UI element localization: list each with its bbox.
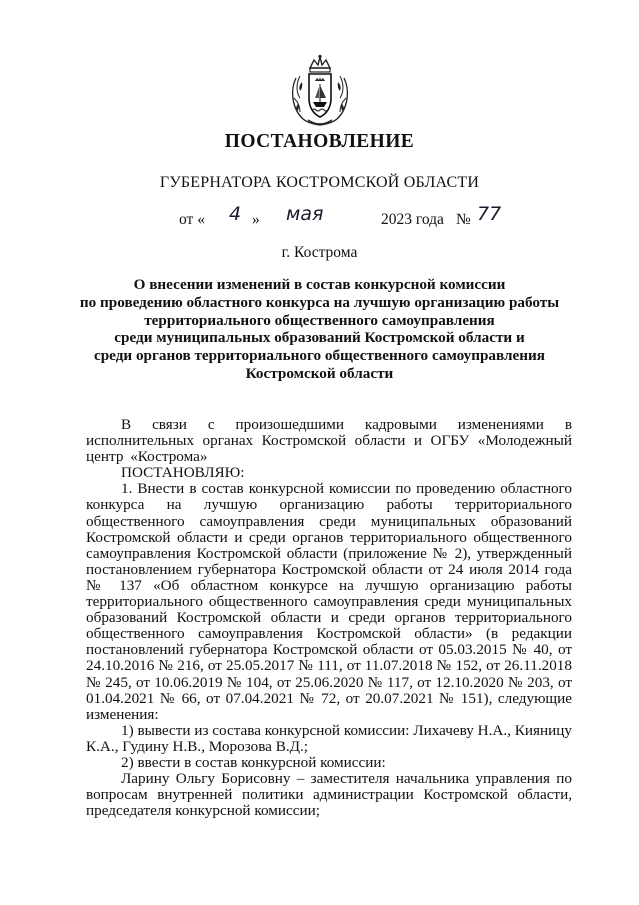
kostroma-coat-of-arms-icon	[288, 54, 352, 128]
preamble-paragraph: В связи с произошедшими кадровыми изменениями в исполнительных органах Костромской области и ОГБУ «Молодежный центр «Кострома»	[86, 416, 572, 466]
heading-line: среди муниципальных образований Костромской области и	[114, 329, 525, 347]
number-label: №	[456, 211, 471, 228]
date-year: 2023 года	[381, 211, 444, 228]
sub-clause-1: 1) вывести из состава конкурсной комиссии: Лихачеву Н.А., Кияницу К.А., Гудину Н.В., Морозова В.Д.;	[86, 721, 572, 755]
handwritten-day: 4	[229, 203, 242, 225]
resolve-statement: ПОСТАНОВЛЯЮ:	[121, 464, 245, 482]
date-line	[0, 203, 639, 235]
sub-clause-2: 2) ввести в состав конкурсной комиссии:	[121, 753, 386, 771]
heading-line: О внесении изменений в состав конкурсной комиссии	[133, 276, 506, 293]
heading-line: территориального общественного самоуправления	[144, 311, 495, 329]
heading-line: по проведению областного конкурса на лучшую организацию работы	[79, 293, 560, 311]
clause-1: 1. Внести в состав конкурсной комиссии по проведению областного конкурса на лучшую организацию работы территориального общественного самоуправления среди муниципальных образований Костромской области и среди органов территориального общественного самоуправления Костромской области (приложение № 2), утвержденный постановлением губернатора Костромской области от 24 июля 2014 года № 137 «Об областном конкурсе на лучшую организацию работы территориального общественного самоуправления среди муниципальных образований Костромской области и среди органов территориального общественного самоуправления Костромской области» (в редакции постановлений губернатора Костромской области от 05.03.2015 № 40, от 24.10.2016 № 216, от 25.05.2017 № 111, от 11.07.2018 № 152, от 26.11.2018 № 245, от 10.06.2019 № 104, от 25.06.2020 № 117, от 12.10.2020 № 203, от 01.04.2021 № 66, от 07.04.2021 № 72, от 20.07.2021 № 151), следующие изменения:	[86, 480, 572, 723]
handwritten-number: 77	[477, 203, 502, 225]
document-body	[86, 417, 572, 819]
date-prefix: от «	[179, 211, 205, 228]
city: г. Кострома	[281, 244, 358, 261]
handwritten-month: мая	[286, 203, 324, 225]
document-issuer: ГУБЕРНАТОРА КОСТРОМСКОЙ ОБЛАСТИ	[159, 174, 480, 191]
date-mid: »	[252, 211, 260, 228]
heading-line: Костромской области	[245, 364, 394, 382]
member-entry: Ларину Ольгу Борисовну – заместителя начальника управления по вопросам внутренней политики администрации Костромской области, председателя конкурсной комиссии;	[86, 770, 572, 820]
resolution-heading	[60, 276, 579, 383]
document-title: ПОСТАНОВЛЕНИЕ	[224, 131, 415, 152]
heading-line: среди органов территориального общественного самоуправления	[93, 347, 545, 365]
